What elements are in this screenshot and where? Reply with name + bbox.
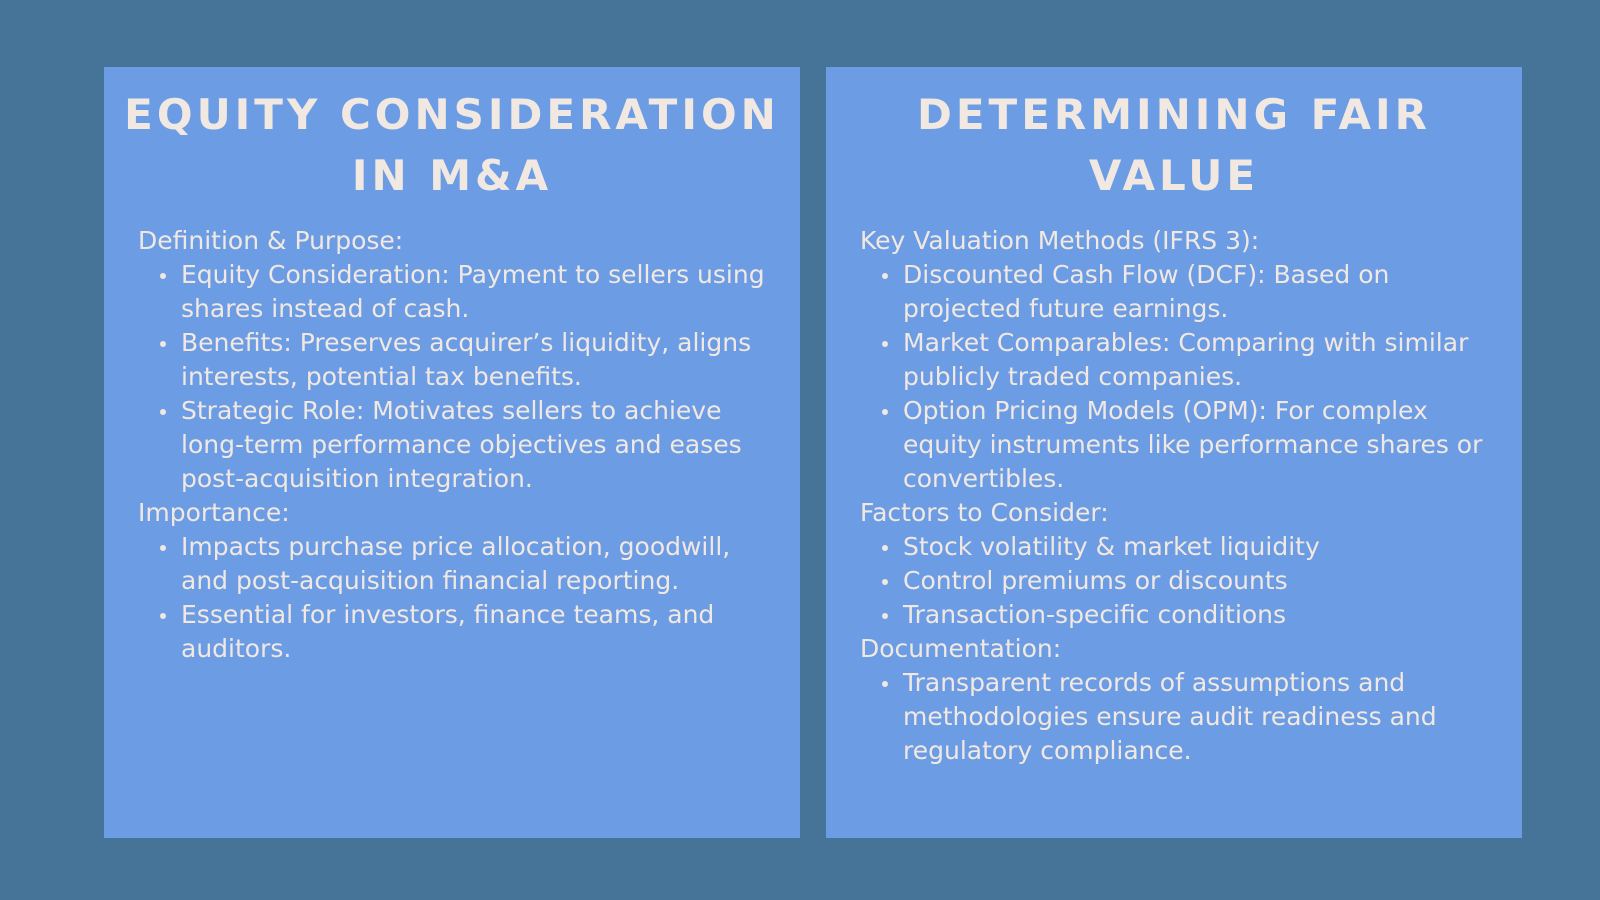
bullet-item: Discounted Cash Flow (DCF): Based on projected future earnings. [903,258,1502,326]
title-line-2: IN M&A [351,151,553,200]
bullet-list [860,530,1502,632]
panel-title [826,84,1522,206]
title-line-1: DETERMINING FAIR [916,90,1432,139]
section-heading: Documentation: [860,634,1062,663]
section-heading: Factors to Consider: [860,498,1109,527]
section-heading: Key Valuation Methods (IFRS 3): [860,226,1260,255]
section-heading: Definition & Purpose: [138,226,404,255]
bullet-item: Strategic Role: Motivates sellers to achieve long-term performance objectives and eases post-acquisition integration. [181,394,780,496]
bullet-list [860,666,1502,768]
bullet-item: Option Pricing Models (OPM): For complex equity instruments like performance shares or convertibles. [903,394,1502,496]
bullet-item: Stock volatility & market liquidity [903,530,1502,564]
bullet-list [138,258,780,496]
bullet-item: Control premiums or discounts [903,564,1502,598]
title-line-2: VALUE [1088,151,1260,200]
bullet-item: Impacts purchase price allocation, goodwill, and post-acquisition financial reporting. [181,530,780,598]
bullet-item: Transaction-specific conditions [903,598,1502,632]
panel-body [138,224,780,666]
section-heading: Importance: [138,498,290,527]
panel-body [860,224,1502,768]
bullet-item: Essential for investors, finance teams, and auditors. [181,598,780,666]
bullet-item: Market Comparables: Comparing with similar publicly traded companies. [903,326,1502,394]
bullet-item: Benefits: Preserves acquirer’s liquidity, aligns interests, potential tax benefits. [181,326,780,394]
title-line-1: EQUITY CONSIDERATION [124,90,780,139]
fair-value-panel [826,67,1522,838]
bullet-item: Transparent records of assumptions and methodologies ensure audit readiness and regulatory compliance. [903,666,1502,768]
bullet-item: Equity Consideration: Payment to sellers using shares instead of cash. [181,258,780,326]
bullet-list [860,258,1502,496]
bullet-list [138,530,780,666]
panel-title [104,84,800,206]
equity-consideration-panel [104,67,800,838]
